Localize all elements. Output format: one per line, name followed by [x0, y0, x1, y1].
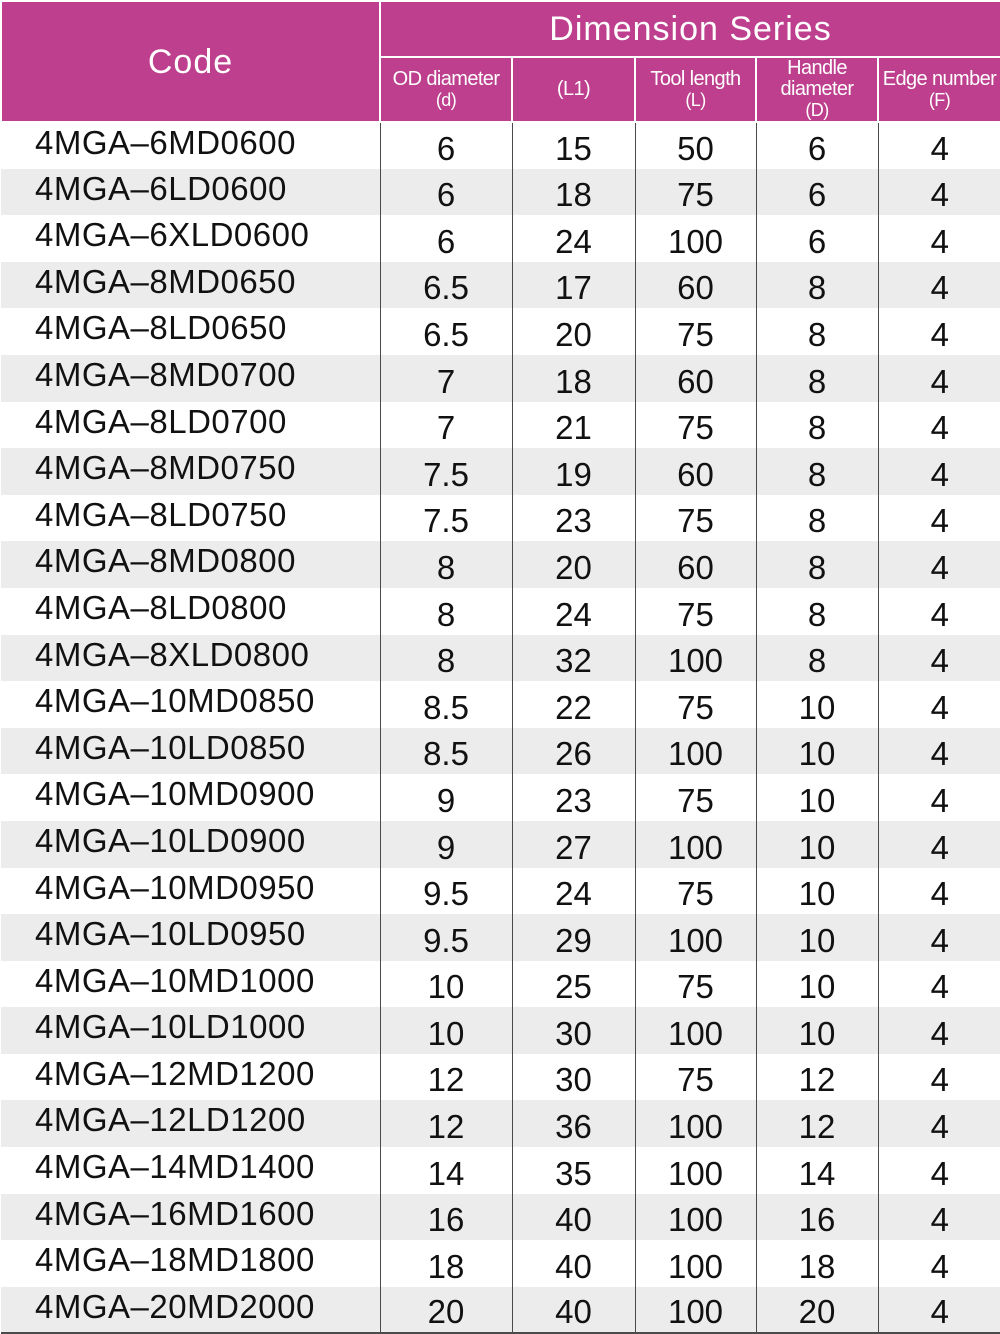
tool-length-cell: 75 [635, 774, 756, 821]
tool-length-cell: 50 [635, 122, 756, 169]
handle-diameter-header [756, 57, 878, 122]
column-label: Edge number [882, 67, 997, 90]
handle-diameter-cell: 10 [756, 821, 878, 868]
tool-length-cell: 60 [635, 262, 756, 309]
column-label: Handle diameter [780, 57, 854, 100]
handle-diameter-cell: 10 [756, 774, 878, 821]
code-column-header: Code [1, 1, 380, 122]
tool-length-cell: 100 [635, 1147, 756, 1194]
table-row [1, 635, 1000, 682]
handle-diameter-cell: 8 [756, 355, 878, 402]
table-row [1, 681, 1000, 728]
dimension-series-header: Dimension Series [380, 1, 1000, 57]
tool-length-cell: 100 [635, 914, 756, 961]
table-row [1, 495, 1000, 542]
edge-number-cell: 4 [878, 308, 1000, 355]
l1-cell: 20 [512, 308, 635, 355]
od-diameter-cell: 12 [380, 1054, 512, 1101]
edge-number-cell: 4 [878, 821, 1000, 868]
table-row [1, 1287, 1000, 1334]
code-cell: 4MGA–8LD0800 [35, 588, 287, 626]
code-cell: 4MGA–10MD0900 [35, 775, 315, 813]
od-diameter-cell: 8 [380, 541, 512, 588]
handle-diameter-cell: 12 [756, 1100, 878, 1147]
l1-cell: 24 [512, 868, 635, 915]
l1-cell: 27 [512, 821, 635, 868]
tool-length-cell: 75 [635, 1054, 756, 1101]
l1-cell: 18 [512, 355, 635, 402]
od-diameter-cell: 9 [380, 821, 512, 868]
l1-cell: 22 [512, 681, 635, 728]
l1-cell: 23 [512, 774, 635, 821]
od-diameter-cell: 14 [380, 1147, 512, 1194]
table-row [1, 122, 1000, 169]
tool-length-cell: 100 [635, 1240, 756, 1287]
table-row [1, 868, 1000, 915]
l1-cell: 40 [512, 1287, 635, 1334]
handle-diameter-cell: 16 [756, 1194, 878, 1241]
tool-length-cell: 100 [635, 1100, 756, 1147]
l1-cell: 18 [512, 169, 635, 216]
l1-cell: 40 [512, 1194, 635, 1241]
edge-number-cell: 4 [878, 588, 1000, 635]
edge-number-cell: 4 [878, 495, 1000, 542]
handle-diameter-cell: 10 [756, 961, 878, 1008]
edge-number-cell: 4 [878, 681, 1000, 728]
edge-number-cell: 4 [878, 728, 1000, 775]
table-row [1, 215, 1000, 262]
edge-number-cell: 4 [878, 1007, 1000, 1054]
edge-number-cell: 4 [878, 1287, 1000, 1334]
od-diameter-cell: 8 [380, 588, 512, 635]
od-diameter-cell: 7 [380, 355, 512, 402]
code-cell: 4MGA–8MD0750 [1, 448, 380, 495]
column-label: OD diameter [392, 67, 500, 90]
l1-cell: 26 [512, 728, 635, 775]
handle-diameter-cell: 10 [756, 914, 878, 961]
table-row [1, 1054, 1000, 1101]
od-diameter-cell: 20 [380, 1287, 512, 1334]
code-cell: 4MGA–10MD0850 [35, 682, 315, 720]
od-diameter-cell: 9.5 [380, 868, 512, 915]
od-diameter-cell: 6.5 [380, 262, 512, 309]
l1-cell: 35 [512, 1147, 635, 1194]
table-row [1, 262, 1000, 309]
code-cell: 4MGA–10LD1000 [1, 1007, 380, 1054]
column-label: Tool length [650, 67, 741, 90]
tool-length-cell: 100 [635, 1194, 756, 1241]
l1-cell: 19 [512, 448, 635, 495]
handle-diameter-cell: 8 [756, 588, 878, 635]
tool-length-cell: 75 [635, 402, 756, 449]
od-diameter-cell: 12 [380, 1100, 512, 1147]
od-diameter-cell: 6 [380, 169, 512, 216]
l1-cell: 15 [512, 122, 635, 169]
edge-number-cell: 4 [878, 169, 1000, 216]
handle-diameter-cell: 14 [756, 1147, 878, 1194]
l1-cell: 24 [512, 588, 635, 635]
od-diameter-cell: 16 [380, 1194, 512, 1241]
l1-cell: 17 [512, 262, 635, 309]
l1-cell: 25 [512, 961, 635, 1008]
code-cell: 4MGA–8LD0700 [35, 402, 287, 440]
l1-cell: 24 [512, 215, 635, 262]
tool-length-cell: 100 [635, 1287, 756, 1334]
code-cell: 4MGA–12MD1200 [35, 1054, 315, 1092]
column-symbol: (L) [685, 89, 706, 110]
table-row [1, 1240, 1000, 1287]
handle-diameter-cell: 8 [756, 402, 878, 449]
tool-length-cell: 75 [635, 588, 756, 635]
column-symbol: (F) [928, 89, 951, 110]
edge-number-cell: 4 [878, 1240, 1000, 1287]
table-row [1, 541, 1000, 588]
l1-cell: 30 [512, 1054, 635, 1101]
od-diameter-cell: 7.5 [380, 495, 512, 542]
tool-length-cell: 75 [635, 961, 756, 1008]
table-row [1, 1194, 1000, 1241]
handle-diameter-cell: 6 [756, 122, 878, 169]
code-cell: 4MGA–16MD1600 [1, 1194, 380, 1241]
od-diameter-cell: 6 [380, 122, 512, 169]
table-header [1, 1, 1000, 122]
handle-diameter-cell: 10 [756, 681, 878, 728]
edge-number-cell: 4 [878, 122, 1000, 169]
code-cell: 4MGA–6MD0600 [35, 124, 296, 161]
l1-header [512, 57, 635, 122]
od-diameter-cell: 7 [380, 402, 512, 449]
tool-length-cell: 60 [635, 448, 756, 495]
table-row [1, 1007, 1000, 1054]
od-diameter-cell: 8 [380, 635, 512, 682]
code-cell: 4MGA–6LD0600 [1, 169, 380, 216]
edge-number-header [878, 57, 1000, 122]
code-cell: 4MGA–14MD1400 [35, 1148, 315, 1186]
l1-cell: 29 [512, 914, 635, 961]
tool-length-cell: 100 [635, 635, 756, 682]
tool-length-cell: 75 [635, 681, 756, 728]
l1-cell: 36 [512, 1100, 635, 1147]
handle-diameter-cell: 8 [756, 635, 878, 682]
table-row [1, 821, 1000, 868]
edge-number-cell: 4 [878, 1100, 1000, 1147]
tool-length-header [635, 57, 756, 122]
tool-length-cell: 100 [635, 1007, 756, 1054]
od-diameter-cell: 10 [380, 961, 512, 1008]
table-row [1, 914, 1000, 961]
edge-number-cell: 4 [878, 355, 1000, 402]
code-cell: 4MGA–18MD1800 [35, 1241, 315, 1279]
tool-length-cell: 75 [635, 169, 756, 216]
edge-number-cell: 4 [878, 215, 1000, 262]
code-cell: 4MGA–8MD0650 [1, 262, 380, 309]
table-row [1, 308, 1000, 355]
handle-diameter-cell: 8 [756, 448, 878, 495]
handle-diameter-cell: 10 [756, 1007, 878, 1054]
code-cell: 4MGA–10MD0950 [35, 868, 315, 906]
tool-length-cell: 75 [635, 308, 756, 355]
od-diameter-cell: 18 [380, 1240, 512, 1287]
handle-diameter-cell: 10 [756, 868, 878, 915]
code-cell: 4MGA–10LD0900 [1, 821, 380, 868]
edge-number-cell: 4 [878, 448, 1000, 495]
od-diameter-cell: 9.5 [380, 914, 512, 961]
edge-number-cell: 4 [878, 635, 1000, 682]
table-row [1, 169, 1000, 216]
edge-number-cell: 4 [878, 914, 1000, 961]
code-cell: 4MGA–12LD1200 [1, 1100, 380, 1147]
handle-diameter-cell: 8 [756, 541, 878, 588]
edge-number-cell: 4 [878, 262, 1000, 309]
handle-diameter-cell: 12 [756, 1054, 878, 1101]
column-symbol: (L1) [556, 78, 591, 100]
code-cell: 4MGA–10LD0950 [1, 914, 380, 961]
code-cell: 4MGA–8LD0750 [35, 495, 287, 533]
code-cell: 4MGA–8LD0650 [35, 309, 287, 347]
table-body [1, 122, 1000, 1333]
column-symbol: (D) [805, 100, 829, 120]
edge-number-cell: 4 [878, 1194, 1000, 1241]
table-row [1, 402, 1000, 449]
column-symbol: (d) [435, 89, 457, 110]
od-diameter-header [380, 57, 512, 122]
tool-length-cell: 100 [635, 215, 756, 262]
od-diameter-cell: 8.5 [380, 681, 512, 728]
table-row [1, 1100, 1000, 1147]
l1-cell: 20 [512, 541, 635, 588]
edge-number-cell: 4 [878, 1054, 1000, 1101]
handle-diameter-cell: 8 [756, 308, 878, 355]
od-diameter-cell: 7.5 [380, 448, 512, 495]
code-cell: 4MGA–10LD0850 [1, 728, 380, 775]
tool-length-cell: 100 [635, 728, 756, 775]
table-row [1, 355, 1000, 402]
handle-diameter-cell: 8 [756, 495, 878, 542]
edge-number-cell: 4 [878, 1147, 1000, 1194]
tool-length-cell: 60 [635, 541, 756, 588]
table-row [1, 588, 1000, 635]
edge-number-cell: 4 [878, 541, 1000, 588]
code-cell: 4MGA–8MD0700 [1, 355, 380, 402]
l1-cell: 23 [512, 495, 635, 542]
l1-cell: 32 [512, 635, 635, 682]
od-diameter-cell: 10 [380, 1007, 512, 1054]
edge-number-cell: 4 [878, 961, 1000, 1008]
handle-diameter-cell: 10 [756, 728, 878, 775]
handle-diameter-cell: 20 [756, 1287, 878, 1334]
od-diameter-cell: 6.5 [380, 308, 512, 355]
edge-number-cell: 4 [878, 402, 1000, 449]
handle-diameter-cell: 6 [756, 215, 878, 262]
code-cell: 4MGA–6XLD0600 [35, 216, 310, 254]
l1-cell: 30 [512, 1007, 635, 1054]
handle-diameter-cell: 18 [756, 1240, 878, 1287]
od-diameter-cell: 8.5 [380, 728, 512, 775]
table-row [1, 1147, 1000, 1194]
l1-cell: 21 [512, 402, 635, 449]
edge-number-cell: 4 [878, 774, 1000, 821]
handle-diameter-cell: 6 [756, 169, 878, 216]
table-row [1, 448, 1000, 495]
tool-length-cell: 75 [635, 868, 756, 915]
tool-length-cell: 100 [635, 821, 756, 868]
edge-number-cell: 4 [878, 868, 1000, 915]
tool-length-cell: 75 [635, 495, 756, 542]
table-row [1, 961, 1000, 1008]
tool-length-cell: 60 [635, 355, 756, 402]
code-cell: 4MGA–20MD2000 [1, 1287, 380, 1334]
code-cell: 4MGA–8XLD0800 [1, 635, 380, 682]
code-cell: 4MGA–8MD0800 [1, 541, 380, 588]
table-row [1, 728, 1000, 775]
od-diameter-cell: 6 [380, 215, 512, 262]
od-diameter-cell: 9 [380, 774, 512, 821]
table-row [1, 774, 1000, 821]
code-cell: 4MGA–10MD1000 [35, 961, 315, 999]
handle-diameter-cell: 8 [756, 262, 878, 309]
l1-cell: 40 [512, 1240, 635, 1287]
